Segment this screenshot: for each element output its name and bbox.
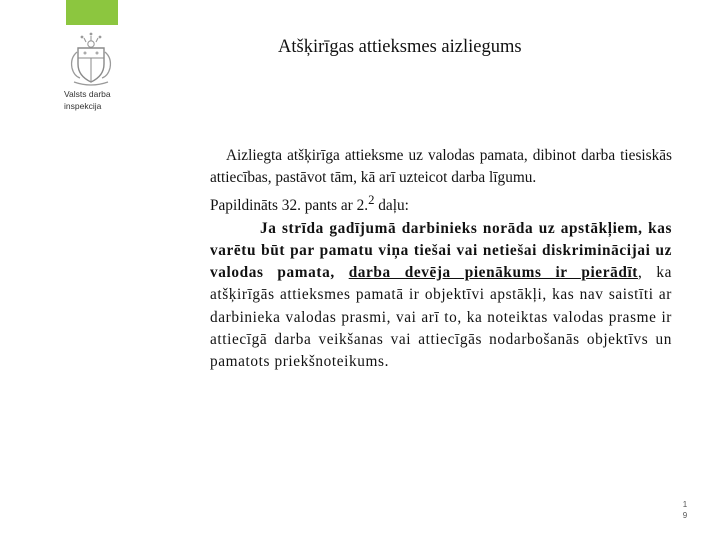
quoted-paragraph	[210, 218, 672, 373]
logo-line-2: inspekcija	[64, 101, 102, 111]
logo-text	[64, 88, 124, 112]
amendment-superscript: 2	[368, 193, 375, 208]
accent-bar	[66, 0, 118, 25]
quote-bold-part: Ja strīda gadījumā darbinieks norāda uz apstākļiem, kas varētu būt par pamatu viņa tiešai vai netiešai diskriminācijai uz valodas pamata,	[210, 219, 672, 282]
logo-line-1: Valsts darba	[64, 89, 111, 99]
page-title: Atšķirīgas attieksmes aizliegums	[278, 37, 522, 57]
page-number	[680, 499, 690, 521]
logo	[62, 32, 120, 114]
amendment-suffix: daļu:	[374, 197, 409, 215]
body-text	[210, 145, 672, 373]
quote-rest: , ka atšķirīgās attieksmes pamatā ir objektīvi apstākļi, kas nav saistīti ar darbinieka valodas prasmi, vai arī to, ka noteiktas valodas prasme ir attiecīgā darba veikšanas vai attiecīgās nodarbošanās objektīvs un pamatots priekšnoteikums.	[210, 264, 672, 370]
coat-of-arms-icon	[66, 32, 116, 88]
amendment-line	[210, 189, 672, 217]
page-number-digit-2: 9	[682, 511, 688, 520]
quote-underlined-part: darba devēja pienākums ir pierādīt	[348, 264, 638, 282]
paragraph-1: Aizliegta atšķirīga attieksme uz valodas pamata, dibinot darba tiesiskās attiecības, pastāvot tām, kā arī uzteicot darba līgumu.	[210, 147, 672, 187]
amendment-text: Papildināts 32. pants ar 2.	[210, 197, 369, 215]
page-number-digit-1: 1	[682, 500, 688, 509]
